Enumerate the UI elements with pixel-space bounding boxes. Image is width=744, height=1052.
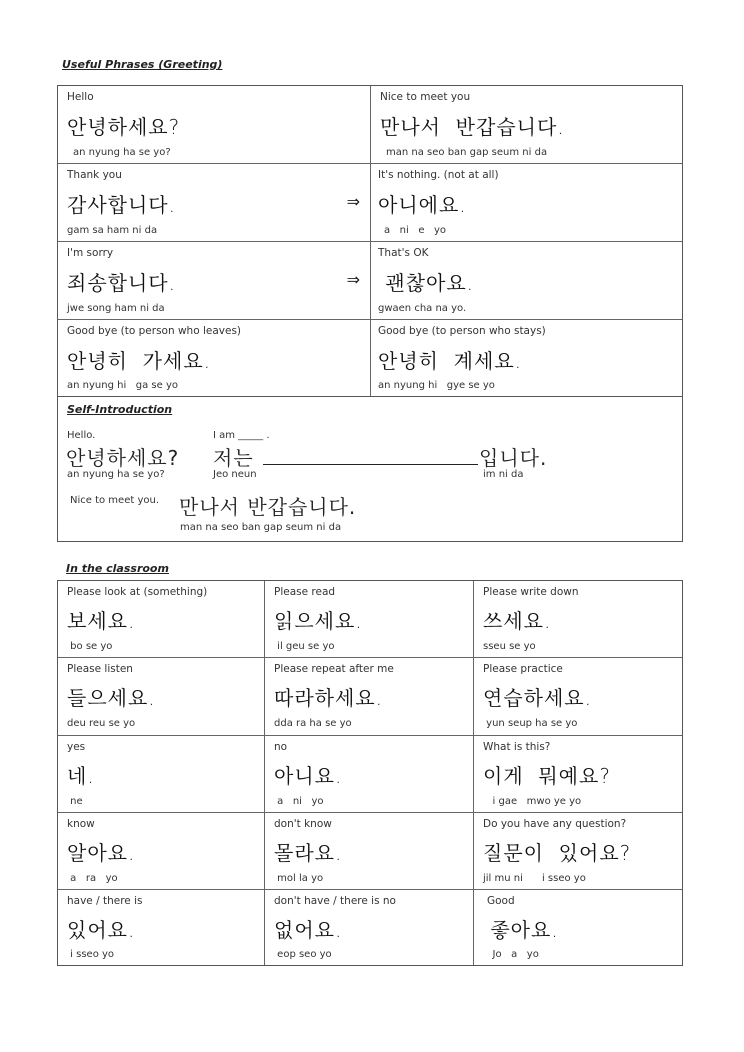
english-label: Do you have any question? [483,818,627,830]
korean-phrase: 안녕하세요? [67,115,181,139]
english-label: Please listen [67,663,133,675]
english-label: no [274,741,288,753]
classroom-cell [265,813,474,890]
korean-phrase: 만나서 반갑습니다. [380,115,565,139]
romanization: an nyung hi gye se yo [378,380,495,391]
english-label: I'm sorry [67,247,114,259]
romanization: yun seup ha se yo [483,718,578,729]
romanization: Jo a yo [483,949,539,960]
greeting-cell [371,164,682,242]
korean-phrase: 없어요. [274,918,343,942]
korean-phrase: 질문이 있어요? [483,841,632,865]
iam-english: I am _____ . [213,430,270,441]
hello-english: Hello. [67,430,96,441]
classroom-cell [265,890,474,965]
korean-phrase: 좋아요. [483,918,559,942]
iam-korean: 저는 [213,446,254,470]
english-label: That's OK [378,247,429,259]
korean-phrase: 보세요. [67,609,136,633]
classroom-table [57,580,683,966]
korean-phrase: 몰라요. [274,841,343,865]
classroom-cell [474,813,682,890]
romanization: gam sa ham ni da [67,225,158,236]
romanization: dda ra ha se yo [274,718,352,729]
romanization: il geu se yo [274,641,335,652]
nice-romanization: man na seo ban gap seum ni da [180,522,342,533]
english-label: Hello [67,91,94,103]
arrow-right-icon: ⇒ [346,192,360,211]
english-label: have / there is [67,895,143,907]
greeting-table [57,85,683,397]
romanization: a ni yo [274,796,324,807]
classroom-cell [474,890,682,965]
greeting-cell [371,320,682,396]
english-label: What is this? [483,741,551,753]
romanization: eop seo yo [274,949,332,960]
korean-phrase: 들으세요. [67,686,156,710]
classroom-cell [265,581,474,658]
hello-romanization: an nyung ha se yo? [67,469,165,480]
greeting-cell [58,86,371,164]
english-label: Thank you [67,169,122,181]
romanization: i sseo yo [67,949,115,960]
romanization: a ra yo [67,873,118,884]
name-blank-line [263,464,478,465]
korean-phrase: 이게 뭐예요? [483,764,611,788]
romanization: gwaen cha na yo. [378,303,467,314]
korean-phrase: 죄송합니다. [67,271,176,295]
english-label: Please read [274,586,336,598]
english-label: don't know [274,818,332,830]
romanization: an nyung hi ga se yo [67,380,178,391]
romanization: mol la yo [274,873,324,884]
korean-phrase: 안녕히 계세요. [378,349,522,373]
romanization: ne [67,796,83,807]
english-label: It's nothing. (not at all) [378,169,499,181]
imnida-romanization: im ni da [483,469,524,480]
english-label: know [67,818,95,830]
arrow-right-icon: ⇒ [346,270,360,289]
korean-phrase: 네. [67,764,95,788]
self-introduction-box [57,396,683,542]
english-label: Good [487,895,515,907]
korean-phrase: 알아요. [67,841,136,865]
classroom-cell [265,658,474,736]
romanization: bo se yo [67,641,113,652]
english-label: Please practice [483,663,563,675]
english-label: Please look at (something) [67,586,208,598]
hello-korean: 안녕하세요? [66,446,180,470]
section-title-greeting: Useful Phrases (Greeting) [62,58,223,71]
classroom-cell [58,890,265,965]
greeting-cell [371,86,682,164]
imnida-korean: 입니다. [479,446,548,470]
section-title-self-introduction: Self-Introduction [67,403,173,416]
korean-phrase: 쓰세요. [483,609,552,633]
korean-phrase: 따라하세요. [274,686,383,710]
english-label: yes [67,741,86,753]
classroom-cell [474,736,682,813]
english-label: Please write down [483,586,579,598]
nice-korean: 만나서 반갑습니다. [179,495,357,519]
korean-phrase: 괜찮아요. [378,271,474,295]
greeting-cell [58,164,371,242]
korean-phrase: 감사합니다. [67,193,176,217]
romanization: sseu se yo [483,641,536,652]
romanization: deu reu se yo [67,718,136,729]
korean-phrase: 있어요. [67,918,136,942]
greeting-cell [58,320,371,396]
romanization: a ni e yo [384,225,447,236]
classroom-cell [474,658,682,736]
romanization: i gae mwo ye yo [483,796,582,807]
english-label: Please repeat after me [274,663,394,675]
english-label: Nice to meet you [380,91,471,103]
classroom-cell [265,736,474,813]
romanization: jwe song ham ni da [67,303,165,314]
classroom-cell [58,658,265,736]
korean-phrase: 연습하세요. [483,686,592,710]
english-label: Good bye (to person who stays) [378,325,546,337]
classroom-cell [474,581,682,658]
classroom-cell [58,736,265,813]
greeting-cell [371,242,682,320]
english-label: Good bye (to person who leaves) [67,325,242,337]
classroom-cell [58,813,265,890]
romanization: jil mu ni i sseo yo [483,873,586,884]
korean-phrase: 안녕히 가세요. [67,349,211,373]
nice-english: Nice to meet you. [70,495,160,506]
romanization: an nyung ha se yo? [73,147,171,158]
romanization: man na seo ban gap seum ni da [386,147,548,158]
english-label: don't have / there is no [274,895,396,907]
korean-phrase: 아니요. [274,764,343,788]
korean-phrase: 읽으세요. [274,609,363,633]
section-title-classroom: In the classroom [66,562,169,575]
classroom-cell [58,581,265,658]
iam-romanization: Jeo neun [213,469,257,480]
korean-phrase: 아니에요. [378,193,467,217]
greeting-cell [58,242,371,320]
